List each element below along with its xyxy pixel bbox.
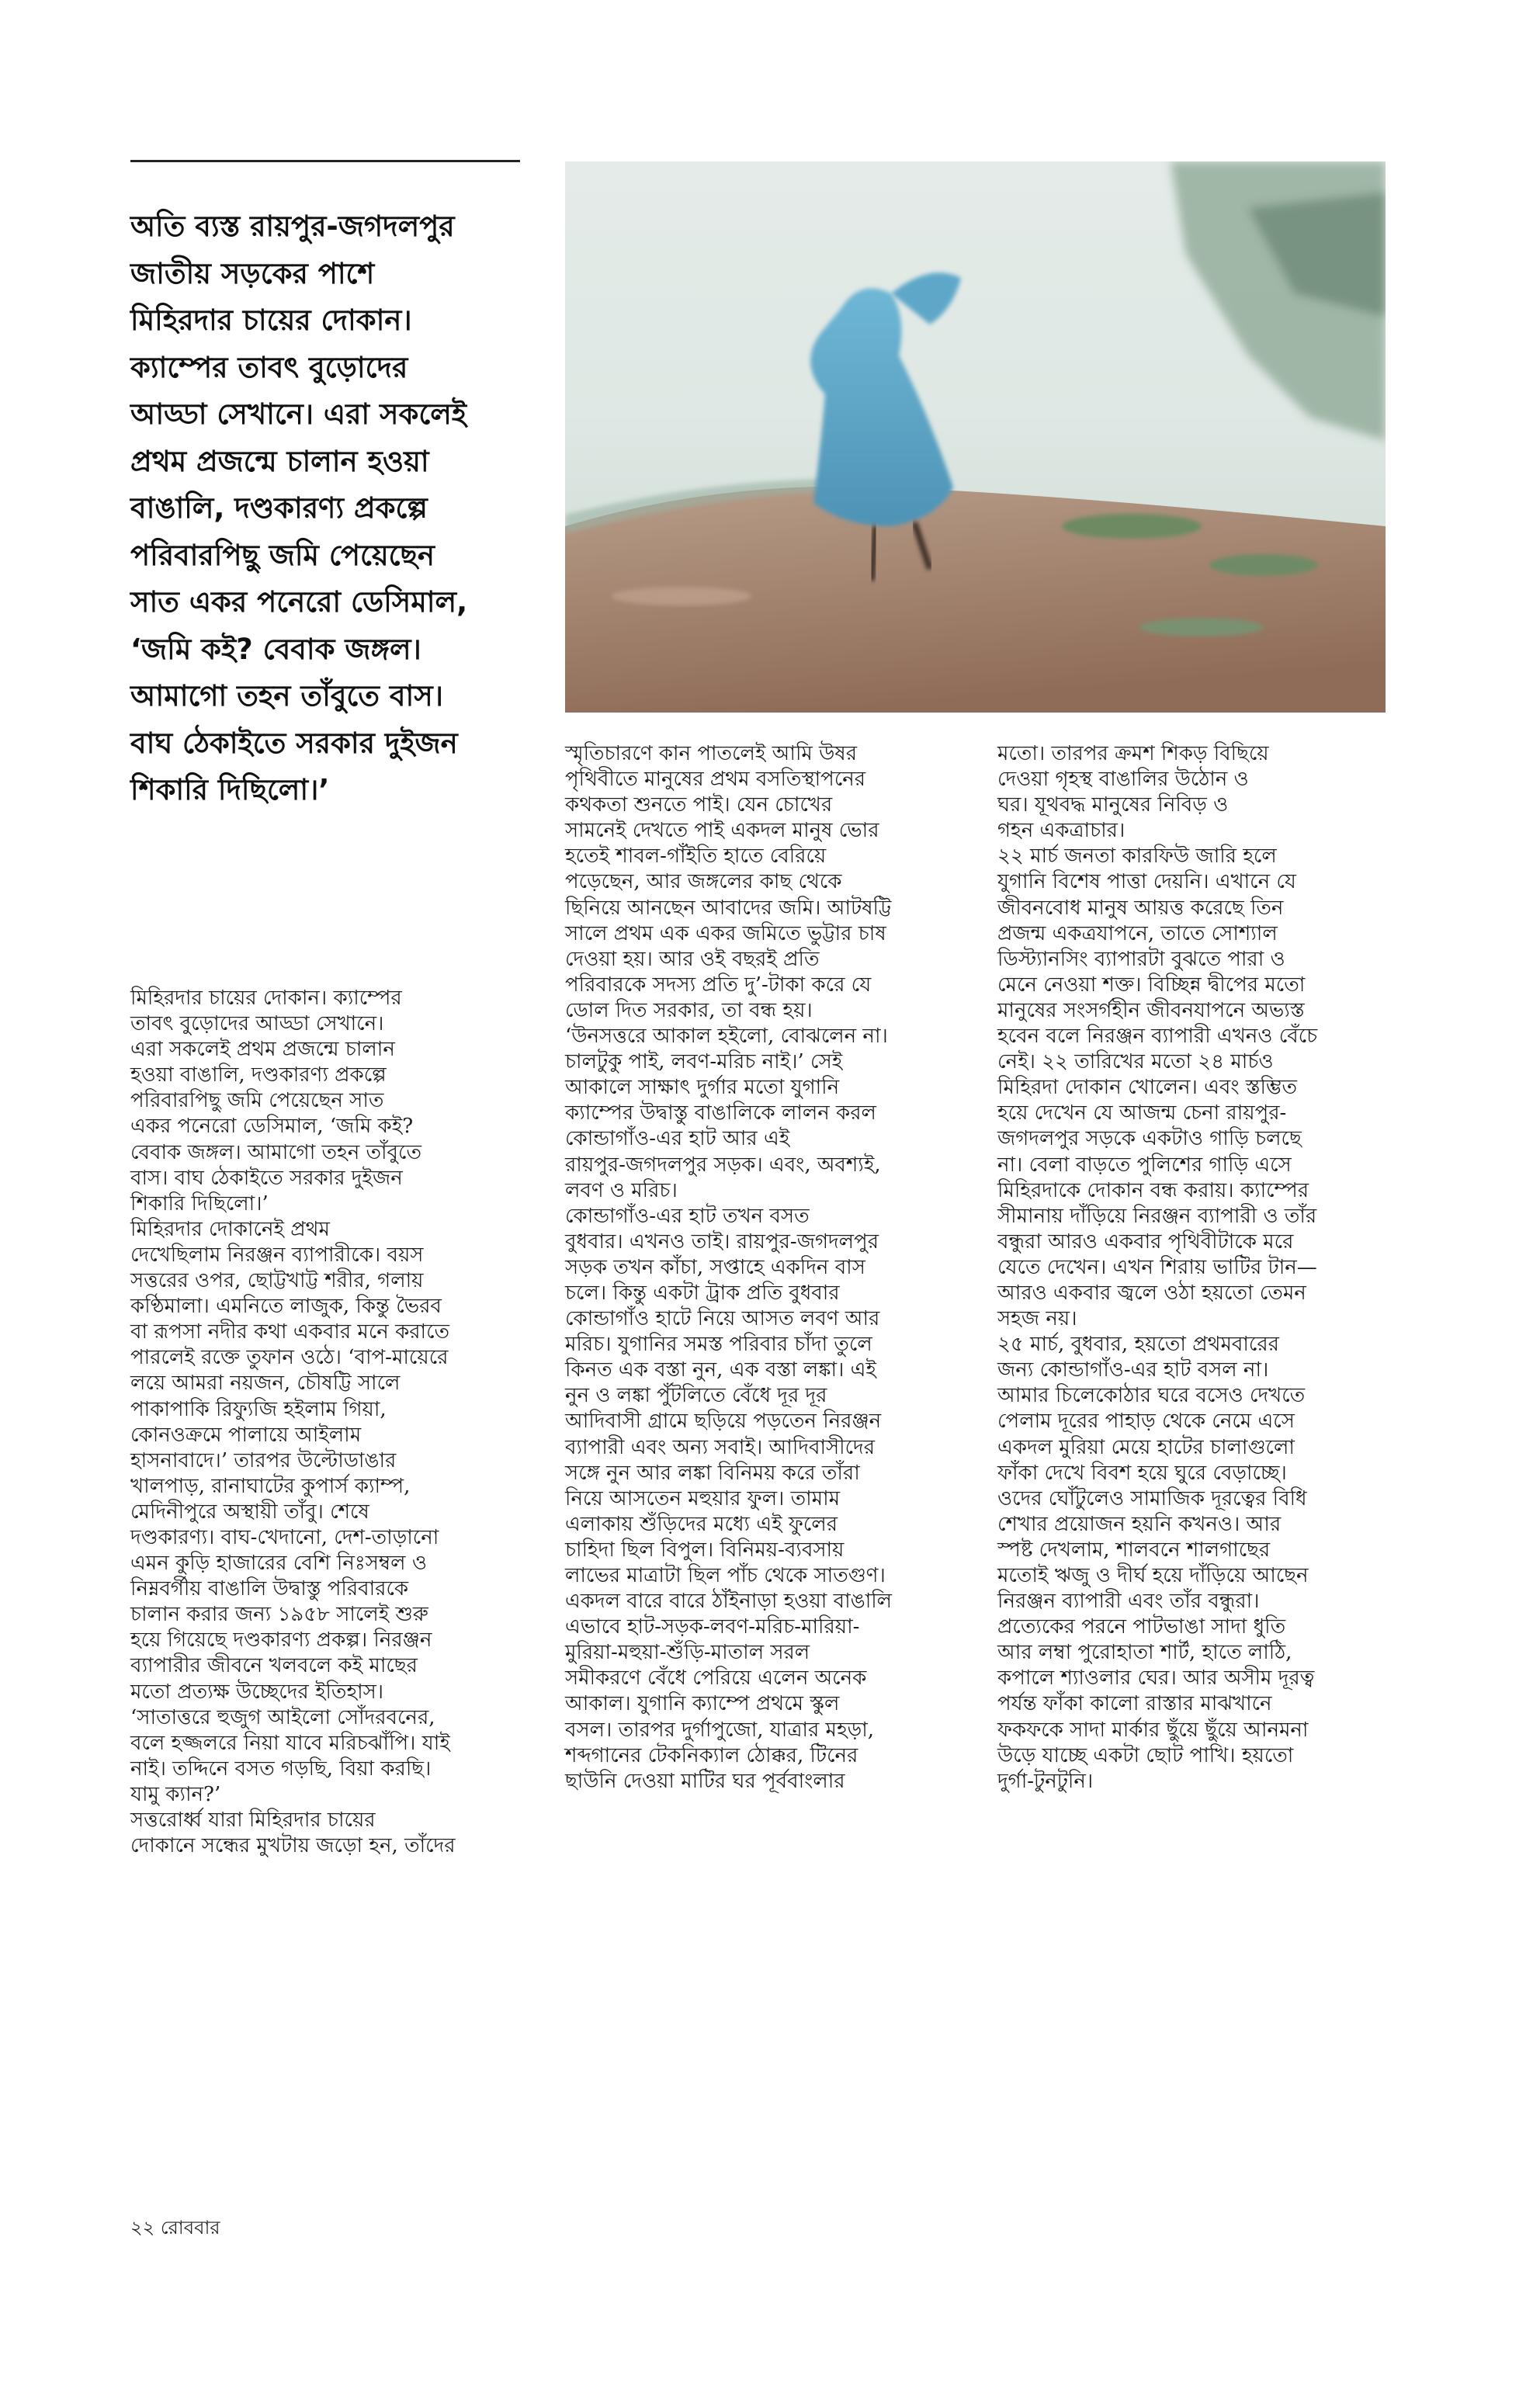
pull-quote-line: বাঘ ঠেকাইতে সরকার দুইজন [130, 726, 458, 760]
text-line: নাই। তদ্দিনে বসত গড়ছি, বিয়া করছি। [130, 1757, 432, 1781]
text-line: ব্যাপারীর জীবনে খলবলে কই মাছের [130, 1654, 418, 1678]
text-line: প্রজন্ম একত্রযাপনে, তাতে সোশ্যাল [997, 921, 1278, 945]
text-line: পাকাপাকি রিফ্যুজি হইলাম গিয়া, [130, 1397, 387, 1421]
text-line: এলাকায় শুঁড়িদের মধ্যে এই ফুলের [565, 1512, 838, 1536]
text-line: দেওয়া হয়। আর ওই বছরই প্রতি [565, 947, 820, 971]
text-line: ঘর। যূথবদ্ধ মানুষের নিবিড় ও [997, 793, 1229, 817]
text-line: নিয়ে আসতেন মহুয়ার ফুল। তামাম [565, 1486, 841, 1510]
text-line: চাহিদা ছিল বিপুল। বিনিময়-ব্যবসায় [565, 1538, 845, 1562]
text-line: ফকফকে সাদা মার্কার ছুঁয়ে ছুঁয়ে আনমনা [997, 1718, 1309, 1742]
article-column-1 [130, 986, 519, 1859]
text-line: শেখার প্রয়োজন হয়নি কখনও। আর [997, 1512, 1282, 1536]
text-line: আমার চিলেকোঠার ঘরে বসেও দেখতে [997, 1384, 1306, 1408]
text-line: স্মৃতিচারণে কান পাতলেই আমি উষর [565, 742, 857, 765]
text-line: চালটুকু পাই, লবণ-মরিচ নাই।’ সেই [565, 1050, 843, 1074]
text-line: হয়ে গিয়েছে দণ্ডকারণ্য প্রকল্প। নিরঞ্জন [130, 1628, 432, 1653]
text-line: কোন্ডাগাঁও হাটে নিয়ে আসত লবণ আর [565, 1307, 880, 1331]
text-line: ওদের ঘোঁটুলেও সামাজিক দূরত্বের বিধি [997, 1486, 1307, 1510]
text-line: পর্যন্ত ফাঁকা কালো রাস্তার মাঝখানে [997, 1692, 1272, 1716]
text-line: সত্তরোর্ধ্ব যারা মিহিরদার চায়ের [130, 1809, 376, 1832]
text-line: দেওয়া গৃহস্থ বাঙালির উঠোন ও [997, 768, 1249, 792]
text-line: মতোই ঋজু ও দীর্ঘ হয়ে দাঁড়িয়ে আছেন [997, 1564, 1309, 1587]
text-line: পড়েছেন, আর জঙ্গলের কাছ থেকে [565, 870, 842, 894]
text-line: কিনত এক বস্তা নুন, এক বস্তা লঙ্কা। এই [565, 1358, 876, 1382]
pull-quote-line: বাঙালি, দণ্ডকারণ্য প্রকল্পে [130, 491, 428, 525]
text-line: লবণ ও মরিচ। [565, 1178, 678, 1202]
text-line: না। বেলা বাড়তে পুলিশের গাড়ি এসে [997, 1153, 1292, 1177]
text-line: হওয়া বাঙালি, দণ্ডকারণ্য প্রকল্পে [130, 1063, 387, 1087]
text-line: দেখেছিলাম নিরঞ্জন ব্যাপারীকে। বয়স [130, 1243, 424, 1267]
text-line: ছিনিয়ে আনছেন আবাদের জমি। আটষট্টি [565, 896, 892, 920]
text-line: এরা সকলেই প্রথম প্রজন্মে চালান [130, 1038, 395, 1062]
text-line: সহজ নয়। [997, 1307, 1077, 1331]
text-line: নুন ও লঙ্কা পুঁটলিতে বেঁধে দূর দূর [565, 1384, 827, 1408]
text-line: পেলাম দূরের পাহাড় থেকে নেমে এসে [997, 1410, 1295, 1434]
pull-quote-line: আড্ডা সেখানে। এরা সকলেই [130, 397, 467, 431]
text-line: শিকারি দিছিলো।’ [130, 1191, 269, 1216]
text-line: শব্দগানের টেকনিক্যাল ঠোক্কর, টিনের [565, 1743, 858, 1767]
text-line: ডোল দিত সরকার, তা বন্ধ হয়। [565, 998, 813, 1022]
article-column-2 [565, 741, 953, 1795]
text-line: ২৫ মার্চ, বুধবার, হয়তো প্রথমবারের [997, 1333, 1279, 1357]
pull-quote-line: আমাগো তহন তাঁবুতে বাস। [130, 679, 443, 713]
text-line: তাবৎ বুড়োদের আড্ডা সেখানে। [130, 1012, 384, 1036]
text-line: মতো। তারপর ক্রমশ শিকড় বিছিয়ে [997, 742, 1269, 765]
text-line: কপালে শ্যাওলার ঘের। আর অসীম দূরত্ব [997, 1666, 1315, 1691]
text-line: খালপাড়, রানাঘাটের কুপার্স ক্যাম্প, [130, 1474, 411, 1498]
pull-quote-line: প্রথম প্রজন্মে চালান হওয়া [130, 444, 429, 478]
text-line: বসল। তারপর দুর্গাপুজো, যাত্রার মহড়া, [565, 1718, 875, 1742]
text-line: মতো প্রত্যক্ষ উচ্ছেদের ইতিহাস। [130, 1680, 384, 1704]
text-line: সড়ক তখন কাঁচা, সপ্তাহে একদিন বাস [565, 1255, 865, 1279]
text-line: আদিবাসী গ্রামে ছড়িয়ে পড়তেন নিরঞ্জন [565, 1410, 882, 1434]
text-line: জগদলপুর সড়কে একটাও গাড়ি চলছে [997, 1127, 1302, 1151]
text-line: বাস। বাঘ ঠেকাইতে সরকার দুইজন [130, 1166, 403, 1190]
pull-quote-line: জাতীয় সড়কের পাশে [130, 256, 375, 290]
text-line: ডিস্ট্যানসিং ব্যাপারটা বুঝতে পারা ও [997, 947, 1285, 971]
text-line: মিহিরদার চায়ের দোকান। ক্যাম্পের [130, 987, 402, 1010]
text-line: বা রূপসা নদীর কথা একবার মনে করাতে [130, 1320, 450, 1344]
text-line: রায়পুর-জগদলপুর সড়ক। এবং, অবশ্যই, [565, 1153, 881, 1177]
text-line: পরিবারপিছু জমি পেয়েছেন সাত [130, 1089, 384, 1113]
text-line: সমীকরণে বেঁধে পেরিয়ে এলেন অনেক [565, 1666, 867, 1691]
photo-woman-in-storm [565, 161, 1386, 713]
text-line: কণ্ঠিমালা। এমনিতে লাজুক, কিন্তু ভৈরব [130, 1295, 442, 1319]
pull-quote [130, 203, 534, 814]
text-line: উড়ে যাচ্ছে একটা ছোট পাখি। হয়তো [997, 1743, 1294, 1767]
text-line: চালান করার জন্য ১৯৫৮ সালেই শুরু [130, 1603, 428, 1627]
text-line: হবেন বলে নিরঞ্জন ব্যাপারী এখনও বেঁচে [997, 1025, 1318, 1049]
text-line: কোনওক্রমে পালায়ে আইলাম [130, 1423, 362, 1447]
text-line: মুরিয়া-মহুয়া-শুঁড়ি-মাতাল সরল [565, 1641, 810, 1665]
text-line: বেবাক জঙ্গল। আমাগো তহন তাঁবুতে [130, 1140, 421, 1164]
text-line: নিরঞ্জন ব্যাপারী এবং তাঁর বন্ধুরা। [997, 1590, 1260, 1614]
text-line: দণ্ডকারণ্য। বাঘ-খেদানো, দেশ-তাড়ানো [130, 1525, 439, 1549]
pull-quote-line: মিহিরদার চায়ের দোকান। [130, 303, 412, 337]
pull-quote-line: পরিবারপিছু জমি পেয়েছেন [130, 538, 435, 572]
text-line: একদল বারে বারে ঠাঁইনাড়া হওয়া বাঙালি [565, 1590, 893, 1614]
text-line: সামনেই দেখতে পাই একদল মানুষ ভোর [565, 819, 879, 843]
text-line: আকালে সাক্ষাৎ দুর্গার মতো যুগানি [565, 1076, 840, 1100]
text-line: মেদিনীপুরে অস্থায়ী তাঁবু। শেষে [130, 1500, 369, 1524]
text-line: যেতে দেখেন। এখন শিরায় ভাটির টান— [997, 1255, 1317, 1279]
text-line: নেই। ২২ তারিখের মতো ২৪ মার্চও [997, 1050, 1274, 1074]
text-line: মিহিরদা দোকান খোলেন। এবং স্তম্ভিত [997, 1076, 1297, 1100]
text-line: এমন কুড়ি হাজারের বেশি নিঃসম্বল ও [130, 1552, 427, 1576]
text-line: সীমানায় দাঁড়িয়ে নিরঞ্জন ব্যাপারী ও তাঁর [997, 1204, 1317, 1228]
text-line: সালে প্রথম এক একর জমিতে ভুট্টার চাষ [565, 921, 886, 945]
text-line: কথকতা শুনতে পাই। যেন চোখের [565, 793, 833, 817]
text-line: যামু ক্যান?’ [130, 1782, 221, 1806]
text-line: ফাঁকা দেখে বিবশ হয়ে ঘুরে বেড়াচ্ছে। [997, 1461, 1287, 1485]
text-line: ছাউনি দেওয়া মাটির ঘর পূর্ববাংলার [565, 1769, 845, 1793]
text-line: জীবনবোধ মানুষ আয়ত্ত করেছে তিন [997, 896, 1284, 920]
text-line: হয়ে দেখেন যে আজন্ম চেনা রায়পুর- [997, 1101, 1287, 1125]
text-line: ২২ মার্চ জনতা কারফিউ জারি হলে [997, 844, 1277, 869]
text-line: সঙ্গে নুন আর লঙ্কা বিনিময় করে তাঁরা [565, 1461, 860, 1485]
text-line: মেনে নেওয়া শক্ত। বিচ্ছিন্ন দ্বীপের মতো [997, 973, 1306, 997]
pull-quote-line: শিকারি দিছিলো।’ [130, 773, 330, 806]
text-line: গহন একত্রাচার। [997, 819, 1126, 843]
pull-quote-line: ‘জমি কই? বেবাক জঙ্গল। [130, 632, 421, 666]
text-line: মিহিরদার দোকানেই প্রথম [130, 1217, 330, 1241]
page-folio: ২২ রোববার [130, 2217, 220, 2239]
article-column-3 [997, 741, 1386, 1795]
text-line: দুর্গা-টুনটুনি। [997, 1769, 1094, 1793]
text-line: লাভের মাত্রাটা ছিল পাঁচ থেকে সাতগুণ। [565, 1564, 886, 1587]
text-line: মরিচ। যুগানির সমস্ত পরিবার চাঁদা তুলে [565, 1333, 872, 1357]
text-line: চলে। কিন্তু একটা ট্রাক প্রতি বুধবার [565, 1281, 840, 1305]
text-line: জন্য কোন্ডাগাঁও-এর হাট বসল না। [997, 1358, 1269, 1382]
text-line: বুধবার। এখনও তাই। রায়পুর-জগদলপুর [565, 1229, 879, 1254]
text-line: হতেই শাবল-গাঁইতি হাতে বেরিয়ে [565, 844, 827, 869]
text-line: প্রত্যেকের পরনে পাটভাঙা সাদা ধুতি [997, 1615, 1286, 1639]
text-line: ক্যাম্পের উদ্বাস্তু বাঙালিকে লালন করল [565, 1101, 876, 1125]
text-line: বন্ধুরা আরও একবার পৃথিবীটাকে মরে [997, 1229, 1294, 1254]
text-line: লয়ে আমরা নয়জন, চৌষট্টি সালে [130, 1372, 401, 1396]
text-line: কোন্ডাগাঁও-এর হাট আর এই [565, 1127, 790, 1151]
text-line: বলে হজ্জলরে নিয়া যাবে মরিচঝাঁপি। যাই [130, 1731, 450, 1755]
text-line: আরও একবার জ্বলে ওঠা হয়তো তেমন [997, 1281, 1306, 1305]
text-line: আকাল। যুগানি ক্যাম্পে প্রথমে স্কুল [565, 1692, 840, 1716]
text-line: পারলেই রক্তে তুফান ওঠে। ‘বাপ-মায়েরে [130, 1346, 449, 1370]
text-line: পরিবারকে সদস্য প্রতি দু’-টাকা করে যে [565, 973, 872, 997]
text-line: সত্তরের ওপর, ছোট্টখাট্ট শরীর, গলায় [130, 1269, 424, 1293]
text-line: নিম্নবর্গীয় বাঙালি উদ্বাস্তু পরিবারকে [130, 1577, 409, 1601]
text-line: স্পষ্ট দেখলাম, শালবনে শালগাছের [997, 1538, 1271, 1562]
text-line: একর পনেরো ডেসিমাল, ‘জমি কই? [130, 1115, 414, 1139]
text-line: মানুষের সংসর্গহীন জীবনযাপনে অভ্যস্ত [997, 998, 1305, 1022]
text-line: ‘উনসত্তরে আকাল হইলো, বোঝলেন না। [565, 1025, 888, 1049]
text-line: যুগানি বিশেষ পাত্তা দেয়নি। এখানে যে [997, 870, 1296, 894]
pull-quote-line: ক্যাম্পের তাবৎ বুড়োদের [130, 350, 408, 384]
text-line: আর লম্বা পুরোহাতা শার্ট, হাতে লাঠি, [997, 1641, 1292, 1665]
text-line: একদল মুরিয়া মেয়ে হাটের চালাগুলো [997, 1435, 1295, 1459]
pull-quote-line: সাত একর পনেরো ডেসিমাল, [130, 585, 468, 619]
text-line: মিহিরদাকে দোকান বন্ধ করায়। ক্যাম্পের [997, 1178, 1309, 1202]
text-line: পৃথিবীতে মানুষের প্রথম বসতিস্থাপনের [565, 768, 866, 792]
text-line: ব্যাপারী এবং অন্য সবাই। আদিবাসীদের [565, 1435, 876, 1459]
text-line: ‘সাতাত্তরে হুজুগ আইলো সোঁদরবনের, [130, 1705, 435, 1729]
text-line: কোন্ডাগাঁও-এর হাট তখন বসত [565, 1204, 810, 1228]
text-line: দোকানে সন্ধের মুখটায় জড়ো হন, তাঁদের [130, 1834, 456, 1858]
top-rule [130, 160, 520, 162]
text-line: হাসনাবাদে।’ তারপর উল্টোডাঙার [130, 1448, 397, 1472]
text-line: এভাবে হাট-সড়ক-লবণ-মরিচ-মারিয়া- [565, 1615, 860, 1639]
pull-quote-line: অতি ব্যস্ত রায়পুর-জগদলপুর [130, 210, 455, 243]
